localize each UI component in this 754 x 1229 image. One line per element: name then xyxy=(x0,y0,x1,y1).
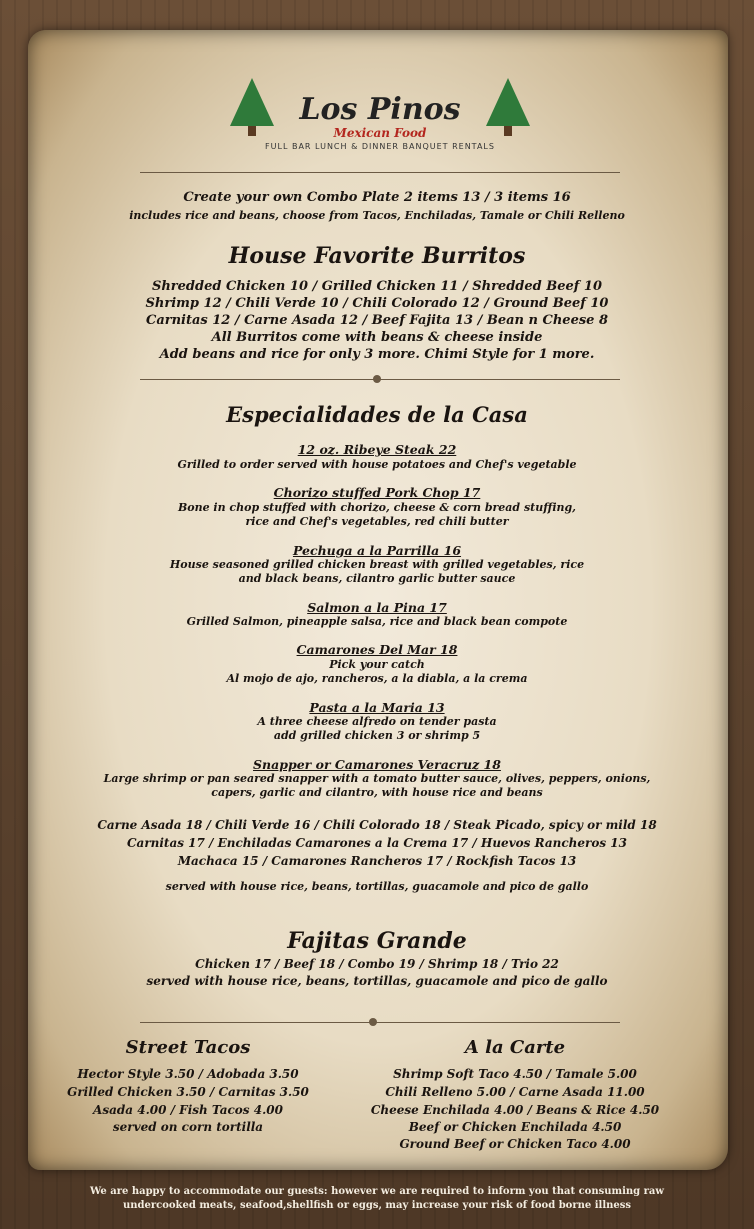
specialty-desc: Grilled to order served with house potatoes and Chef's vegetable xyxy=(177,458,577,471)
specialty-desc: rice and Chef's vegetables, red chili butter xyxy=(245,515,509,528)
street-taco-line: Asada 4.00 / Fish Tacos 4.00 xyxy=(93,1103,283,1117)
specialty-title: Camarones Del Mar 18 xyxy=(296,642,458,657)
divider-dot xyxy=(369,1018,377,1026)
specialty-desc: add grilled chicken 3 or shrimp 5 xyxy=(273,729,481,742)
specialty-desc: and black beans, cilantro garlic butter sauce xyxy=(238,572,516,585)
a-la-carte-line: Beef or Chicken Enchilada 4.50 xyxy=(408,1120,622,1134)
burrito-line: Shredded Chicken 10 / Grilled Chicken 11 / Shredded Beef 10 xyxy=(151,279,603,294)
plates-line: Carnitas 17 / Enchiladas Camarones a la Crema 17 / Huevos Rancheros 13 xyxy=(127,836,627,850)
a-la-carte-heading: A la Carte xyxy=(464,1037,566,1058)
burrito-note: All Burritos come with beans & cheese inside xyxy=(211,330,543,345)
a-la-carte-line: Shrimp Soft Taco 4.50 / Tamale 5.00 xyxy=(393,1067,637,1081)
specialty-title: Snapper or Camarones Veracruz 18 xyxy=(253,757,501,772)
specialty-desc: Al mojo de ajo, rancheros, a la diabla, a la crema xyxy=(226,672,528,685)
burrito-note: Add beans and rice for only 3 more. Chimi Style for 1 more. xyxy=(159,347,595,362)
divider xyxy=(140,172,620,173)
plates-note: served with house rice, beans, tortillas, guacamole and pico de gallo xyxy=(165,880,589,893)
footer-disclaimer: We are happy to accommodate our guests: however we are required to inform you that consuming raw xyxy=(89,1186,665,1197)
plates-line: Machaca 15 / Camarones Rancheros 17 / Rockfish Tacos 13 xyxy=(177,854,577,868)
fajitas-note: served with house rice, beans, tortillas, guacamole and pico de gallo xyxy=(146,974,608,988)
street-taco-note: served on corn tortilla xyxy=(112,1120,264,1134)
plates-line: Carne Asada 18 / Chili Verde 16 / Chili Colorado 18 / Steak Picado, spicy or mild 18 xyxy=(97,818,657,832)
specialty-title: Chorizo stuffed Pork Chop 17 xyxy=(273,485,481,500)
logo-title: Los Pinos xyxy=(299,92,461,127)
footer-disclaimer: undercooked meats, seafood,shellfish or eggs, may increase your risk of food borne illness xyxy=(122,1200,632,1211)
specialty-desc: capers, garlic and cilantro, with house rice and beans xyxy=(211,786,543,799)
burrito-line: Shrimp 12 / Chili Verde 10 / Chili Colorado 12 / Ground Beef 10 xyxy=(145,296,609,311)
street-tacos-heading: Street Tacos xyxy=(125,1037,251,1058)
specialty-title: Salmon a la Pina 17 xyxy=(307,600,447,615)
logo-subtitle: Mexican Food xyxy=(333,126,427,140)
specialty-desc: House seasoned grilled chicken breast with grilled vegetables, rice xyxy=(169,558,585,571)
divider xyxy=(140,1022,620,1023)
specialty-title: Pasta a la Maria 13 xyxy=(309,700,445,715)
specialty-desc: Pick your catch xyxy=(329,658,425,671)
combo-line: Create your own Combo Plate 2 items 13 / 3 items 16 xyxy=(183,190,571,205)
fajitas-line: Chicken 17 / Beef 18 / Combo 19 / Shrimp 18 / Trio 22 xyxy=(195,957,559,971)
specialty-desc: Large shrimp or pan seared snapper with a tomato butter sauce, olives, peppers, onions, xyxy=(103,772,651,785)
a-la-carte-line: Ground Beef or Chicken Taco 4.00 xyxy=(399,1137,631,1151)
specialty-title: 12 oz. Ribeye Steak 22 xyxy=(297,442,457,457)
especialidades-heading: Especialidades de la Casa xyxy=(226,402,528,427)
combo-desc: includes rice and beans, choose from Tacos, Enchiladas, Tamale or Chili Relleno xyxy=(129,209,625,222)
logo xyxy=(220,70,540,155)
specialty-desc: Bone in chop stuffed with chorizo, cheese & corn bread stuffing, xyxy=(177,501,577,514)
logo-tagline: FULL BAR LUNCH & DINNER BANQUET RENTALS xyxy=(265,142,495,151)
a-la-carte-line: Chili Relleno 5.00 / Carne Asada 11.00 xyxy=(385,1085,645,1099)
street-taco-line: Grilled Chicken 3.50 / Carnitas 3.50 xyxy=(67,1085,309,1099)
specialty-desc: A three cheese alfredo on tender pasta xyxy=(257,715,497,728)
specialty-title: Pechuga a la Parrilla 16 xyxy=(292,543,462,558)
burritos-heading: House Favorite Burritos xyxy=(228,243,526,269)
specialty-desc: Grilled Salmon, pineapple salsa, rice and black bean compote xyxy=(186,615,568,628)
burrito-line: Carnitas 12 / Carne Asada 12 / Beef Fajita 13 / Bean n Cheese 8 xyxy=(145,313,608,328)
a-la-carte-line: Cheese Enchilada 4.00 / Beans & Rice 4.50 xyxy=(370,1103,660,1117)
divider-dot xyxy=(373,375,381,383)
fajitas-heading: Fajitas Grande xyxy=(287,928,467,954)
street-taco-line: Hector Style 3.50 / Adobada 3.50 xyxy=(77,1067,299,1081)
